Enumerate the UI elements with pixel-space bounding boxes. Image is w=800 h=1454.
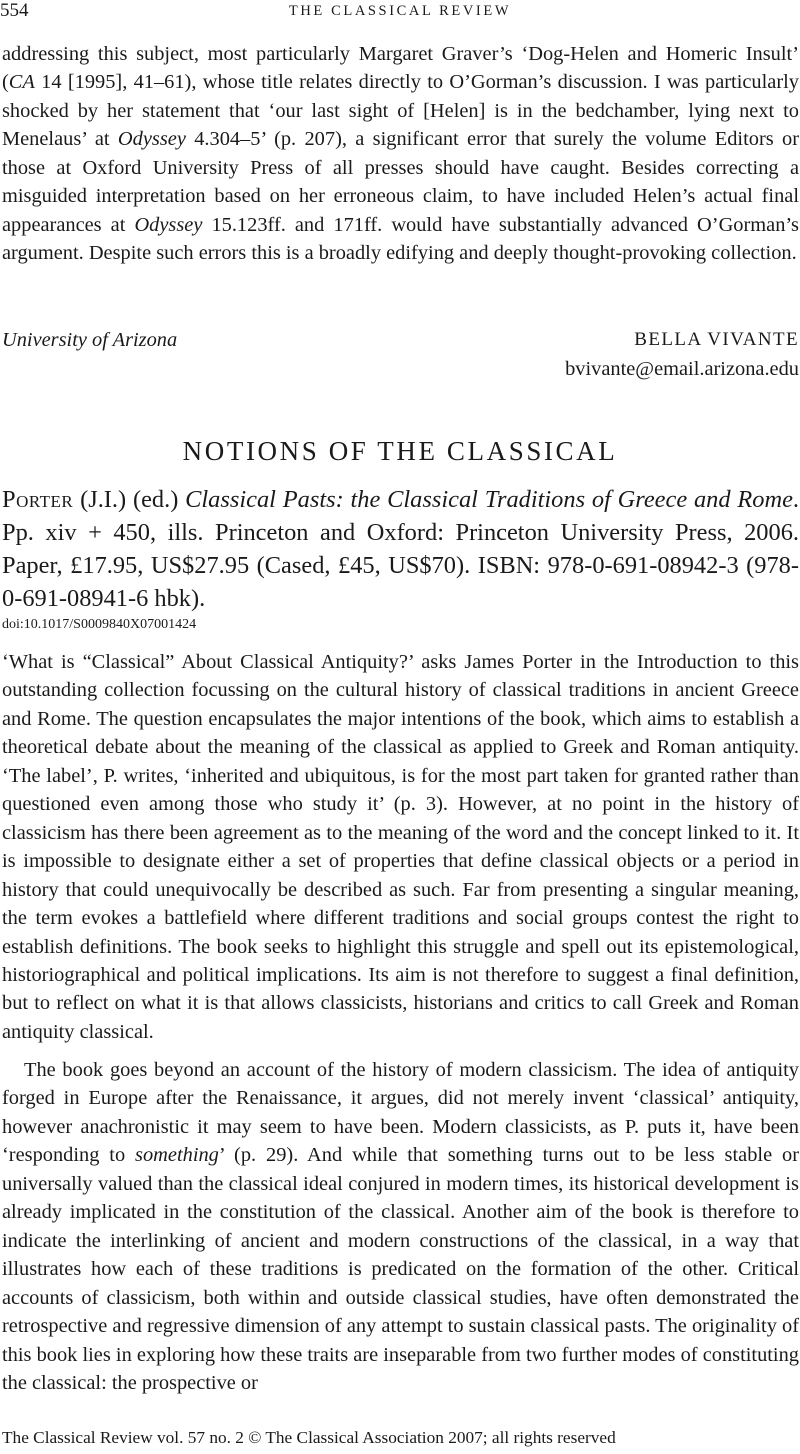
book-details: . Pp. xiv + 450, ills. Princeton and Oxford: Princeton University Press, 2006. Paper, £17.95, US$27.95 (Cased, £45, US$70). ISBN: 978-0-691-08942-3 (978-0-691-08941-6 hbk).: [2, 486, 800, 612]
reviewer-name: BELLA VIVANTE: [634, 329, 799, 350]
copyright-footer: The Classical Review vol. 57 no. 2 © The Classical Association 2007; all rights reserved: [2, 1428, 616, 1447]
journal-title: THE CLASSICAL REVIEW: [288, 3, 512, 19]
page-number: 554: [0, 0, 29, 21]
reviewer-affiliation: University of Arizona: [2, 329, 178, 351]
previous-review-paragraph: addressing this subject, most particularly Margaret Graver’s ‘Dog-Helen and Homeric Insult’ (CA 14 [1995], 41–61), whose title relates directly to O’Gorman’s discussion. I was particularly shocked by her statement that ‘our last sight of [Helen] is in the bedchamber, lying next to Menelaus’ at Odyssey 4.304–5’ (p. 207), a significant error that surely the volume Editors or those at Oxford University Press of all presses should have caught. Besides correcting a misguided interpretation based on her erroneous claim, to have included Helen’s actual final appearances at Odyssey 15.123ff. and 171ff. would have substantially advanced O’Gorman’s argument. Despite such errors this is a broadly edifying and deeply thought-provoking collection.: [2, 43, 799, 265]
review-section-title: NOTIONS OF THE CLASSICAL: [182, 436, 618, 466]
book-citation: Porter (J.I.) (ed.) Classical Pasts: the Classical Traditions of Greece and Rome. Pp. xiv + 450, ills. Princeton and Oxford: Princeton University Press, 2006. Paper, £17.95, US$27.95 (Cased, £45, US$70). ISBN: 978-0-691-08942-3 (978-0-691-08941-6 hbk).: [2, 486, 800, 612]
book-author: Porter: [2, 486, 74, 513]
reviewer-email: bvivante@email.arizona.edu: [565, 358, 799, 380]
doi: doi:10.1017/S0009840X07001424: [2, 617, 197, 632]
book-title: Classical Pasts: the Classical Traditions of Greece and Rome: [185, 486, 793, 513]
running-head: [0, 0, 800, 26]
review-paragraph-1: ‘What is “Classical” About Classical Antiquity?’ asks James Porter in the Introduction to this outstanding collection focussing on the cultural history of classical traditions in ancient Greece and Rome. The question encapsulates the major intentions of the book, which aims to establish a theoretical debate about the meaning of the classical as applied to Greek and Roman antiquity. ‘The label’, P. writes, ‘inherited and ubiquitous, is for the most part taken for granted rather than questioned even among those who study it’ (p. 3). However, at no point in the history of classicism has there been agreement as to the meaning of the word and the concept linked to it. It is impossible to designate either a set of properties that define classical objects or a period in history that could unequivocally be described as such. Far from presenting a singular meaning, the term evokes a battlefield where different traditions and social groups contest the right to establish definitions. The book seeks to highlight this struggle and spell out its epistemological, historiographical and political implications. Its aim is not therefore to suggest a final definition, but to reflect on what it is that allows classicists, historians and critics to call Greek and Roman antiquity classical.: [2, 651, 799, 1043]
review-paragraph-2: The book goes beyond an account of the history of modern classicism. The idea of antiquity forged in Europe after the Renaissance, it argues, did not merely invent ‘classical’ antiquity, however anachronistic it may seem to have been. Modern classicists, as P. puts it, have been ‘responding to something’ (p. 29). And while that something turns out to be less stable or universally valued than the classical ideal conjured in modern times, its historical development is already implicated in the constitution of the classical. Another aim of the book is therefore to indicate the interlinking of ancient and modern constructions of the classical, in a way that illustrates how each of these traditions is predicated on the formation of the other. Critical accounts of classicism, both within and outside classical studies, have often demonstrated the retrospective and regressive dimension of any attempt to sustain classical pasts. The originality of this book lies in exploring how these traits are inseparable from two further modes of constituting the classical: the prospective or: [2, 1059, 799, 1394]
